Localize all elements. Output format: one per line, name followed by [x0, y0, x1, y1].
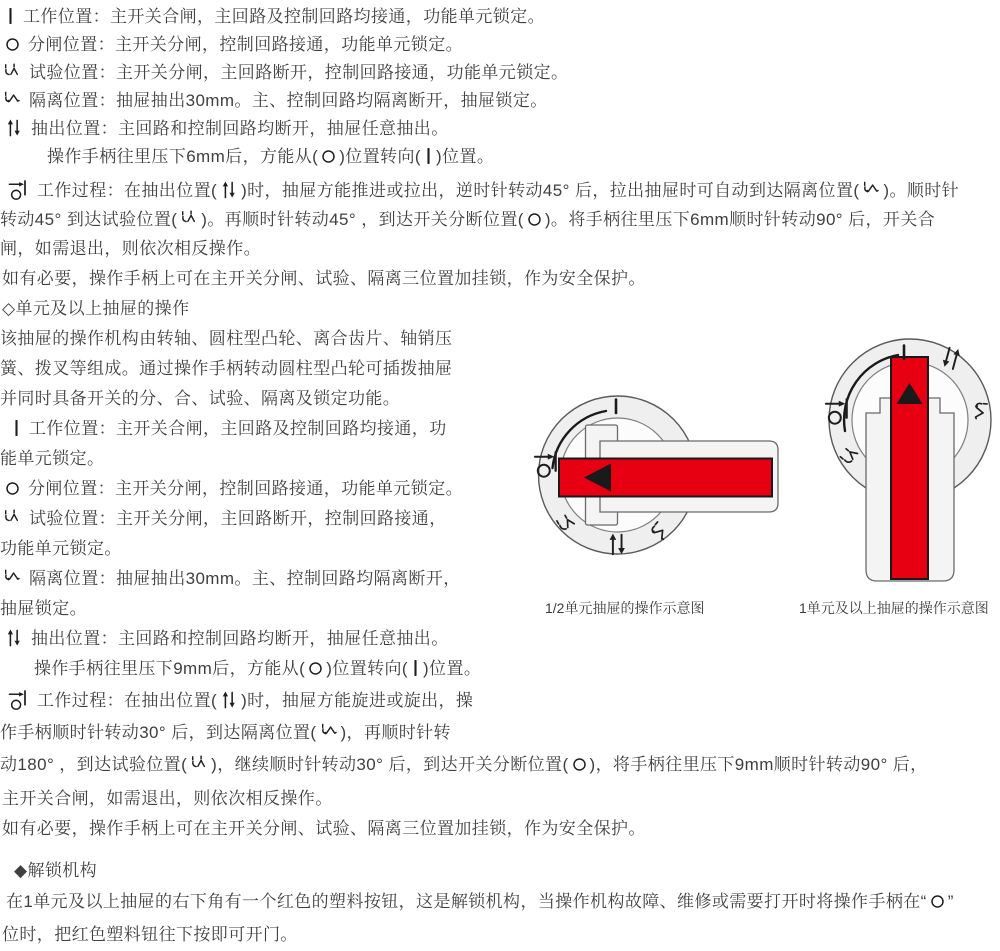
- handle-press-note-line: [47, 146, 494, 169]
- full-unit-dial-figure: [822, 336, 1000, 588]
- half-unit-dial-figure: [528, 386, 790, 566]
- text-run: 工作位置：主开关合闸，主回路及控制回路均接通，功能单元锁定。: [23, 7, 545, 26]
- updown-icon: [5, 629, 23, 647]
- work-process-2-line-4: [2, 788, 333, 811]
- text-run: 主开关合闸，如需退出，则依次相反操作。: [2, 789, 333, 808]
- bar-icon: [6, 8, 15, 24]
- text-run: 试验位置：主开关分闸，主回路断开，控制回路接通，功能单元锁定。: [29, 63, 569, 82]
- iso-icon: [3, 91, 21, 109]
- circ-icon: [572, 757, 587, 772]
- bar-icon: [411, 660, 420, 676]
- text-run: 闸，如需退出，则依次相反操作。: [0, 239, 261, 258]
- unlock-desc-line-1: [6, 891, 954, 914]
- text-run: 操作手柄往里压下9mm后，方能从(: [34, 659, 306, 678]
- isolation-position-line: [3, 90, 548, 113]
- text-run: 能单元锁定。: [0, 449, 105, 468]
- text-run: )时，抽屉方能推进或拉出，逆时针转动45° 后，拉出抽屉时可自动到达隔离位置(: [241, 181, 860, 200]
- text-run: 簧、拨叉等组成。通过操作手柄转动圆柱型凸轮可插拨抽屉: [0, 359, 453, 378]
- text-run: 工作过程：在抽出位置(: [37, 181, 218, 200]
- text-run: 作手柄顺时针转动30° 后，到达隔离位置(: [0, 723, 317, 742]
- half-unit-caption: 1/2单元抽屉的操作示意图: [545, 600, 705, 616]
- text-run: 位时，把红色塑料钮往下按即可开门。: [2, 925, 298, 944]
- circ-icon: [321, 149, 336, 164]
- work-process-line-2: [0, 209, 935, 232]
- text-run: 抽屉锁定。: [0, 599, 87, 618]
- work-position-line-2a: [12, 418, 447, 441]
- text-run: 工作过程：在抽出位置(: [37, 691, 218, 710]
- test-icon: [190, 755, 208, 773]
- text-run: ◆解锁机构: [14, 861, 98, 880]
- text-run: 并同时具备开关的分、合、试验、隔离及锁定功能。: [0, 389, 401, 408]
- off-position-line-2: [5, 478, 463, 501]
- bar-icon: [12, 420, 21, 436]
- circ-icon: [308, 661, 323, 676]
- text-run: 工作位置：主开关合闸，主回路及控制回路均接通，功: [29, 419, 447, 438]
- text-run: 分闸位置：主开关分闸，控制回路接通，功能单元锁定。: [28, 479, 463, 498]
- work-process-2-line-3: [0, 754, 928, 777]
- text-run: ◇单元及以上抽屉的操作: [2, 299, 190, 318]
- text-run: )，继续顺时针转动30° 后，到达开关分断位置(: [211, 755, 569, 774]
- text-run: 转动45° 到达试验位置(: [0, 210, 178, 229]
- text-run: )。将手柄往里压下6mm顺时针转动90° 后，开关合: [544, 210, 936, 229]
- text-run: 该抽屉的操作机构由转轴、圆柱型凸轮、离合齿片、轴销压: [0, 329, 453, 348]
- test-icon: [3, 63, 21, 81]
- text-run: )位置转向(: [326, 659, 408, 678]
- mechanism-desc-line-1: [0, 328, 452, 351]
- test-icon: [3, 509, 21, 527]
- work-position-line: [6, 6, 545, 29]
- pushturn-icon: [8, 180, 29, 201]
- padlock-note-line: [2, 268, 646, 291]
- work-position-line-2b: [0, 448, 104, 471]
- work-process-2-line-2: [0, 722, 451, 745]
- text-run: 如有必要，操作手柄上可在主开关分闸、试验、隔离三位置加挂锁，作为安全保护。: [2, 269, 646, 288]
- text-run: 试验位置：主开关分闸，主回路断开，控制回路接通，: [29, 509, 447, 528]
- text-run: 功能单元锁定。: [0, 539, 122, 558]
- mechanism-desc-line-2: [0, 358, 452, 381]
- text-run: )位置转向(: [339, 147, 421, 166]
- text-run: 隔离位置：抽屉抽出30mm。主、控制回路均隔离断开，: [29, 569, 461, 588]
- pushturn-icon: [8, 690, 29, 711]
- text-run: )时，抽屉方能旋进或旋出，操: [241, 691, 474, 710]
- test-position-line: [3, 62, 568, 85]
- text-run: ”: [947, 892, 954, 911]
- text-run: )位置。: [422, 659, 482, 678]
- pullout-position-line: [5, 118, 449, 141]
- mechanism-desc-line-3: [0, 388, 400, 411]
- text-run: )位置。: [435, 147, 495, 166]
- isolation-position-line-2b: [0, 598, 87, 621]
- isolation-position-line-2a: [3, 568, 461, 591]
- text-run: )。再顺时针转动45° ，到达开关分断位置(: [201, 210, 524, 229]
- section-title-unit-operation: [2, 298, 189, 321]
- work-process-line-1: [8, 180, 959, 203]
- text-run: 在1单元及以上抽屉的右下角有一个红色的塑料按钮，这是解锁机构，当操作机构故障、维修或需要打开时将操作手柄在“: [6, 892, 927, 911]
- full-unit-caption: 1单元及以上抽屉的操作示意图: [799, 600, 989, 616]
- iso-icon: [862, 181, 880, 199]
- text-run: 动180° ，到达试验位置(: [0, 755, 188, 774]
- updown-icon: [5, 119, 23, 137]
- circ-icon: [930, 894, 945, 909]
- text-run: 隔离位置：抽屉抽出30mm。主、控制回路均隔离断开，抽屉锁定。: [29, 91, 548, 110]
- pullout-position-line-2: [5, 628, 449, 651]
- text-run: 抽出位置：主回路和控制回路均断开，抽屉任意抽出。: [31, 119, 449, 138]
- work-process-2-line-1: [8, 690, 473, 713]
- text-run: 抽出位置：主回路和控制回路均断开，抽屉任意抽出。: [31, 629, 449, 648]
- circ-icon: [5, 37, 20, 52]
- off-position-line: [5, 34, 463, 57]
- text-run: )。顺时针: [883, 181, 960, 200]
- iso-icon: [320, 723, 338, 741]
- test-position-line-2a: [3, 508, 447, 531]
- work-process-line-3: [0, 238, 261, 261]
- text-run: 操作手柄往里压下6mm后，方能从(: [47, 147, 319, 166]
- test-icon: [180, 210, 198, 228]
- text-run: 如有必要，操作手柄上可在主开关分闸、试验、隔离三位置加挂锁，作为安全保护。: [2, 819, 646, 838]
- handle-press-note-line-2: [34, 658, 481, 681]
- updown-icon: [220, 691, 238, 709]
- circ-icon: [527, 212, 542, 227]
- test-position-line-2b: [0, 538, 122, 561]
- updown-icon: [220, 181, 238, 199]
- iso-icon: [3, 569, 21, 587]
- section-title-unlock: [14, 860, 97, 883]
- padlock-note-line-2: [2, 818, 646, 841]
- text-run: 分闸位置：主开关分闸，控制回路接通，功能单元锁定。: [28, 35, 463, 54]
- unlock-desc-line-2: [2, 924, 298, 947]
- text-run: )，再顺时针转: [340, 723, 451, 742]
- circ-icon: [5, 481, 20, 496]
- bar-icon: [424, 148, 433, 164]
- text-run: )，将手柄往里压下9mm顺时针转动90° 后，: [589, 755, 928, 774]
